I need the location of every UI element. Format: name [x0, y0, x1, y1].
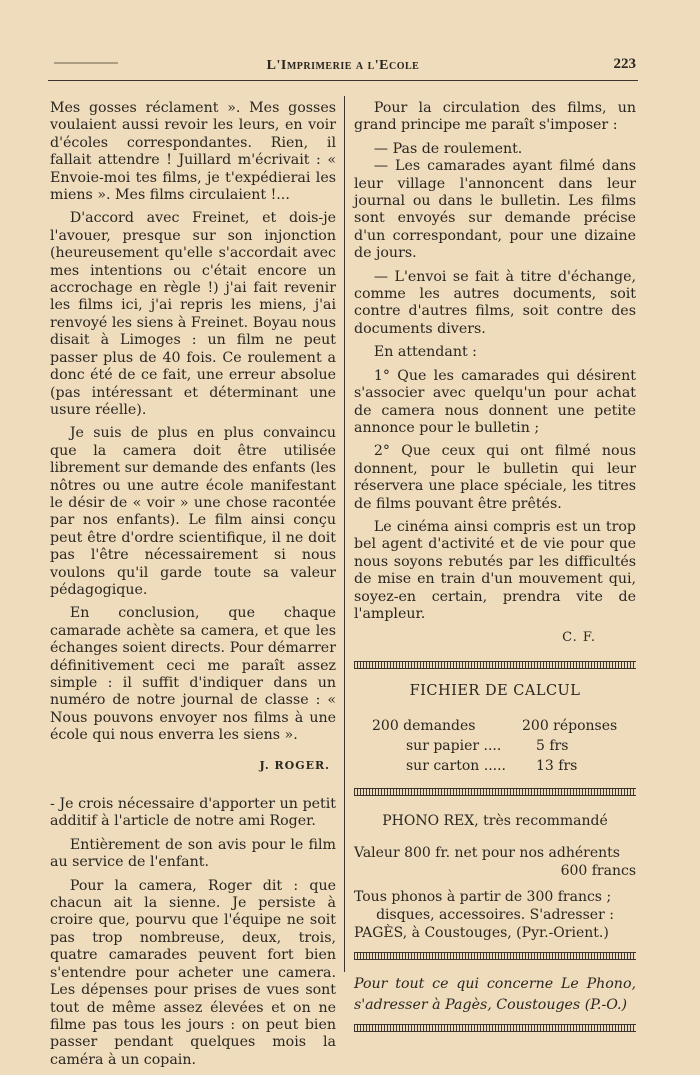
ad-text: Tous phonos à partir de 300 francs ; — [354, 889, 612, 906]
price-label: 200 demandes — [372, 718, 476, 735]
page-number: 223 — [613, 56, 636, 72]
paragraph: Pour la camera, Roger dit : que chacun ait la sienne. Je persiste à croire que, pourvu que l'équipe ne soit pas trop nombreuse, deux, trois, quatre camarades peuvent fort bien s'entendre pour acheter une camera. Les dépenses pour prises de vues sont tout de même assez élevées et on ne filme pas tous les jours : on peut bien passer pendant quelques mois la caméra à un copain. — [50, 877, 336, 1068]
paragraph: 1° Que les camarades qui désirent s'associer avec quelqu'un pour achat de camera nous donnent une petite annonce pour le bulletin ; — [354, 367, 636, 436]
paragraph: — Pas de roulement. — [373, 140, 523, 157]
price-value: 5 frs — [536, 738, 569, 755]
fichier-calcul-ad — [354, 683, 636, 776]
left-column — [50, 100, 336, 1075]
phono-rex-ad — [354, 812, 636, 942]
ornamental-rule — [354, 1024, 636, 1032]
paragraph: — Les camarades ayant filmé dans leur village l'annoncent dans leur journal ou dans le bulletin. Les films sont envoyés sur demande précise d'un correspondant, pour une dizaine de jours. — [354, 158, 636, 262]
price-value: 13 frs — [536, 758, 578, 775]
column-divider — [344, 96, 345, 972]
paragraph: - Je crois nécessaire d'apporter un petit additif à l'article de notre ami Roger. — [50, 796, 336, 830]
paragraph: D'accord avec Freinet, et dois-je l'avouer, presque sur son injonction (heureusement qu'elle s'accordait avec mes intentions ou c'était encore un accrochage en règle !) j'ai fait revenir les films ici, j'ai repris les miens, j'ai renvoyé les siens à Freinet. Boyau nous disait à Limoges : un film ne peut passer plus de 40 fois. Ce roulement a donc été de ce fait, une erreur absolue (pas intéressant et déterminant une usure réelle). — [50, 210, 336, 418]
paragraph: En conclusion, que chaque camarade achète sa camera, et que les échanges soient directs. Pour démarrer définitivement ceci me paraît assez simple : il suffit d'indiquer dans un numéro de notre journal de classe : « Nous pouvons envoyer nos films à une école qui nous enverra les siens ». — [50, 605, 336, 744]
paragraph: Je suis de plus en plus convaincu que la camera doit être utilisée librement sur demande des enfants (les nôtres ou une autre école manifestant le désir de « voir » une chose racontée par nos enfants). Le film ainsi conçu peut être d'ordre scientifique, il ne doit pas l'être nécessairement si nous voulons qu'il garde toute sa valeur pédagogique. — [50, 425, 336, 598]
price-label: sur carton ..... — [406, 758, 506, 775]
ad-text: 600 francs — [560, 863, 636, 880]
paragraph: — L'envoi se fait à titre d'échange, comme les autres documents, soit contre d'autres films, soit contre des documents divers. — [354, 268, 636, 337]
ornamental-rule — [354, 952, 636, 960]
price-row — [354, 756, 636, 776]
paragraph: Entièrement de son avis pour le film au service de l'enfant. — [50, 836, 336, 871]
price-label: sur papier .... — [406, 738, 502, 755]
paragraph: 2° Que ceux qui ont filmé nous donnent, pour le bulletin qui leur réservera une place spéciale, les titres de films pouvant être prêtés. — [354, 443, 636, 512]
signature-cf: C. F. — [562, 630, 596, 646]
price-value: 200 réponses — [522, 718, 618, 735]
paragraph: Mes gosses réclament ». Mes gosses voulaient aussi revoir les leurs, en voir d'écoles correspondantes. Rien, il fallait attendre ! Juillard m'écrivait : « Envoie-moi tes films, je t'expédierai les miens ». Mes films circulaient !... — [50, 100, 336, 204]
notice-text: Pour tout ce qui concerne Le Phono, s'adresser à Pagès, Coustouges (P.-O.) — [354, 976, 636, 1014]
ad-title: FICHIER DE CALCUL — [409, 682, 581, 699]
ornamental-rule — [354, 788, 636, 796]
ad-text: disques, accessoires. S'adresser : — [376, 907, 614, 924]
paragraph: Le cinéma ainsi compris est un trop bel agent d'activité et de vie pour que nous soyons rebutés par les difficultés de mise en train d'un mouvement qui, soyez-en certain, prendra vite de l'ampleur. — [354, 518, 636, 622]
ad-title: PHONO REX, très recommandé — [382, 813, 608, 830]
page-header — [48, 52, 638, 81]
running-title: L'Imprimerie a l'Ecole — [266, 58, 420, 73]
signature-roger: J. ROGER. — [259, 758, 330, 772]
price-row — [354, 716, 636, 736]
ad-text: Valeur 800 fr. net pour nos adhérents — [354, 845, 620, 862]
ornamental-rule — [354, 661, 636, 669]
ad-text: PAGÈS, à Coustouges, (Pyr.-Orient.) — [354, 925, 609, 942]
price-row — [354, 736, 636, 756]
paragraph: Pour la circulation des films, un grand principe me paraît s'imposer : — [354, 100, 636, 134]
paragraph: En attendant : — [373, 344, 477, 361]
right-column — [354, 100, 636, 1038]
